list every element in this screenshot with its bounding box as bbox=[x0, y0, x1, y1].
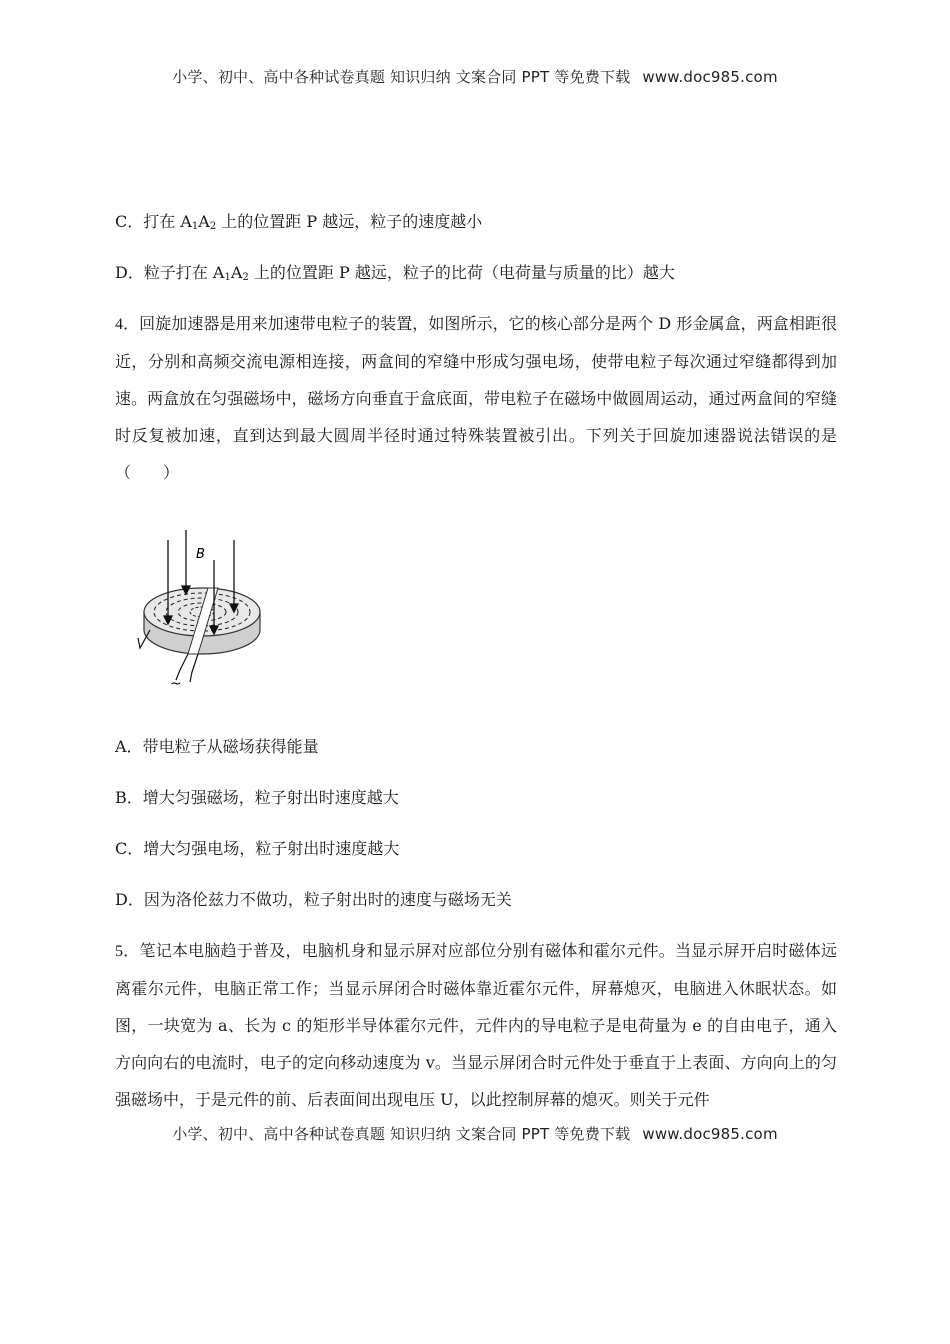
option-text: 带电粒子从磁场获得能量 bbox=[142, 737, 319, 756]
footer-banner-text: 小学、初中、高中各种试卷真题 知识归纳 文案合同 PPT 等免费下载 bbox=[172, 1125, 631, 1143]
option-text: 增大匀强电场，粒子射出时速度越大 bbox=[143, 839, 400, 858]
option-label: C． bbox=[115, 212, 144, 231]
field-label: B bbox=[196, 547, 205, 562]
header-banner bbox=[0, 66, 950, 87]
option-label: C． bbox=[115, 839, 144, 858]
cyclotron-diagram bbox=[128, 520, 268, 692]
cyclotron-figure bbox=[128, 520, 268, 692]
question-5-stem bbox=[115, 932, 837, 1118]
prev-option-c: C．打在 $A_1A_2$ 上的位置距 P 越远，粒子的速度越小 bbox=[115, 212, 483, 232]
q4-option-b[interactable] bbox=[115, 788, 399, 808]
footer-banner-link[interactable]: www.doc985.com bbox=[642, 1125, 778, 1143]
q4-option-c[interactable] bbox=[115, 839, 399, 859]
header-banner-text: 小学、初中、高中各种试卷真题 知识归纳 文案合同 PPT 等免费下载 bbox=[172, 68, 631, 86]
question-text: 笔记本电脑趋于普及，电脑机身和显示屏对应部位分别有磁体和霍尔元件。当显示屏开启时磁体远离霍尔元件，电脑正常工作；当显示屏闭合时磁体靠近霍尔元件，屏幕熄灭，电脑进入休眠状态。如图，一块宽为 a、长为 c 的矩形半导体霍尔元件，元件内的导电粒子是电荷量为 e 的自由电子，通入方向向右的电流时，电子的定向移动速度为 v。当显示屏闭合时元件处于垂直于上表面、方向向上的匀强磁场中，于是元件的前、后表面间出现电压 U，以此控制屏幕的熄灭。则关于元件 bbox=[115, 941, 837, 1109]
option-label: D． bbox=[115, 890, 144, 909]
prev-option-d: D．粒子打在 $A_1A_2$ 上的位置距 P 越远，粒子的比荷（电荷量与质量的比）越大 bbox=[115, 263, 675, 283]
option-label: D． bbox=[115, 263, 144, 282]
q4-option-a[interactable] bbox=[115, 737, 319, 757]
question-number: 5． bbox=[115, 943, 140, 960]
question-number: 4． bbox=[115, 316, 140, 333]
option-label: A． bbox=[115, 737, 143, 756]
option-label: B． bbox=[115, 788, 143, 807]
question-4-stem bbox=[115, 305, 837, 491]
q4-option-d[interactable] bbox=[115, 890, 512, 910]
header-banner-link[interactable]: www.doc985.com bbox=[642, 68, 778, 86]
option-text: 因为洛伦兹力不做功，粒子射出时的速度与磁场无关 bbox=[143, 890, 512, 909]
option-text: 增大匀强磁场，粒子射出时速度越大 bbox=[142, 788, 399, 807]
footer-banner bbox=[0, 1123, 950, 1144]
question-text: 回旋加速器是用来加速带电粒子的装置，如图所示，它的核心部分是两个 D 形金属盒，两盒相距很近，分别和高频交流电源相连接，两盒间的窄缝中形成匀强电场，使带电粒子每次通过窄缝都得到加速。两盒放在匀强磁场中，磁场方向垂直于盒底面，带电粒子在磁场中做圆周运动，通过两盒间的窄缝时反复被加速，直到达到最大圆周半径时通过特殊装置被引出。下列关于回旋加速器说法错误的是（ ） bbox=[115, 314, 837, 482]
ac-source-label: ~ bbox=[170, 676, 182, 692]
